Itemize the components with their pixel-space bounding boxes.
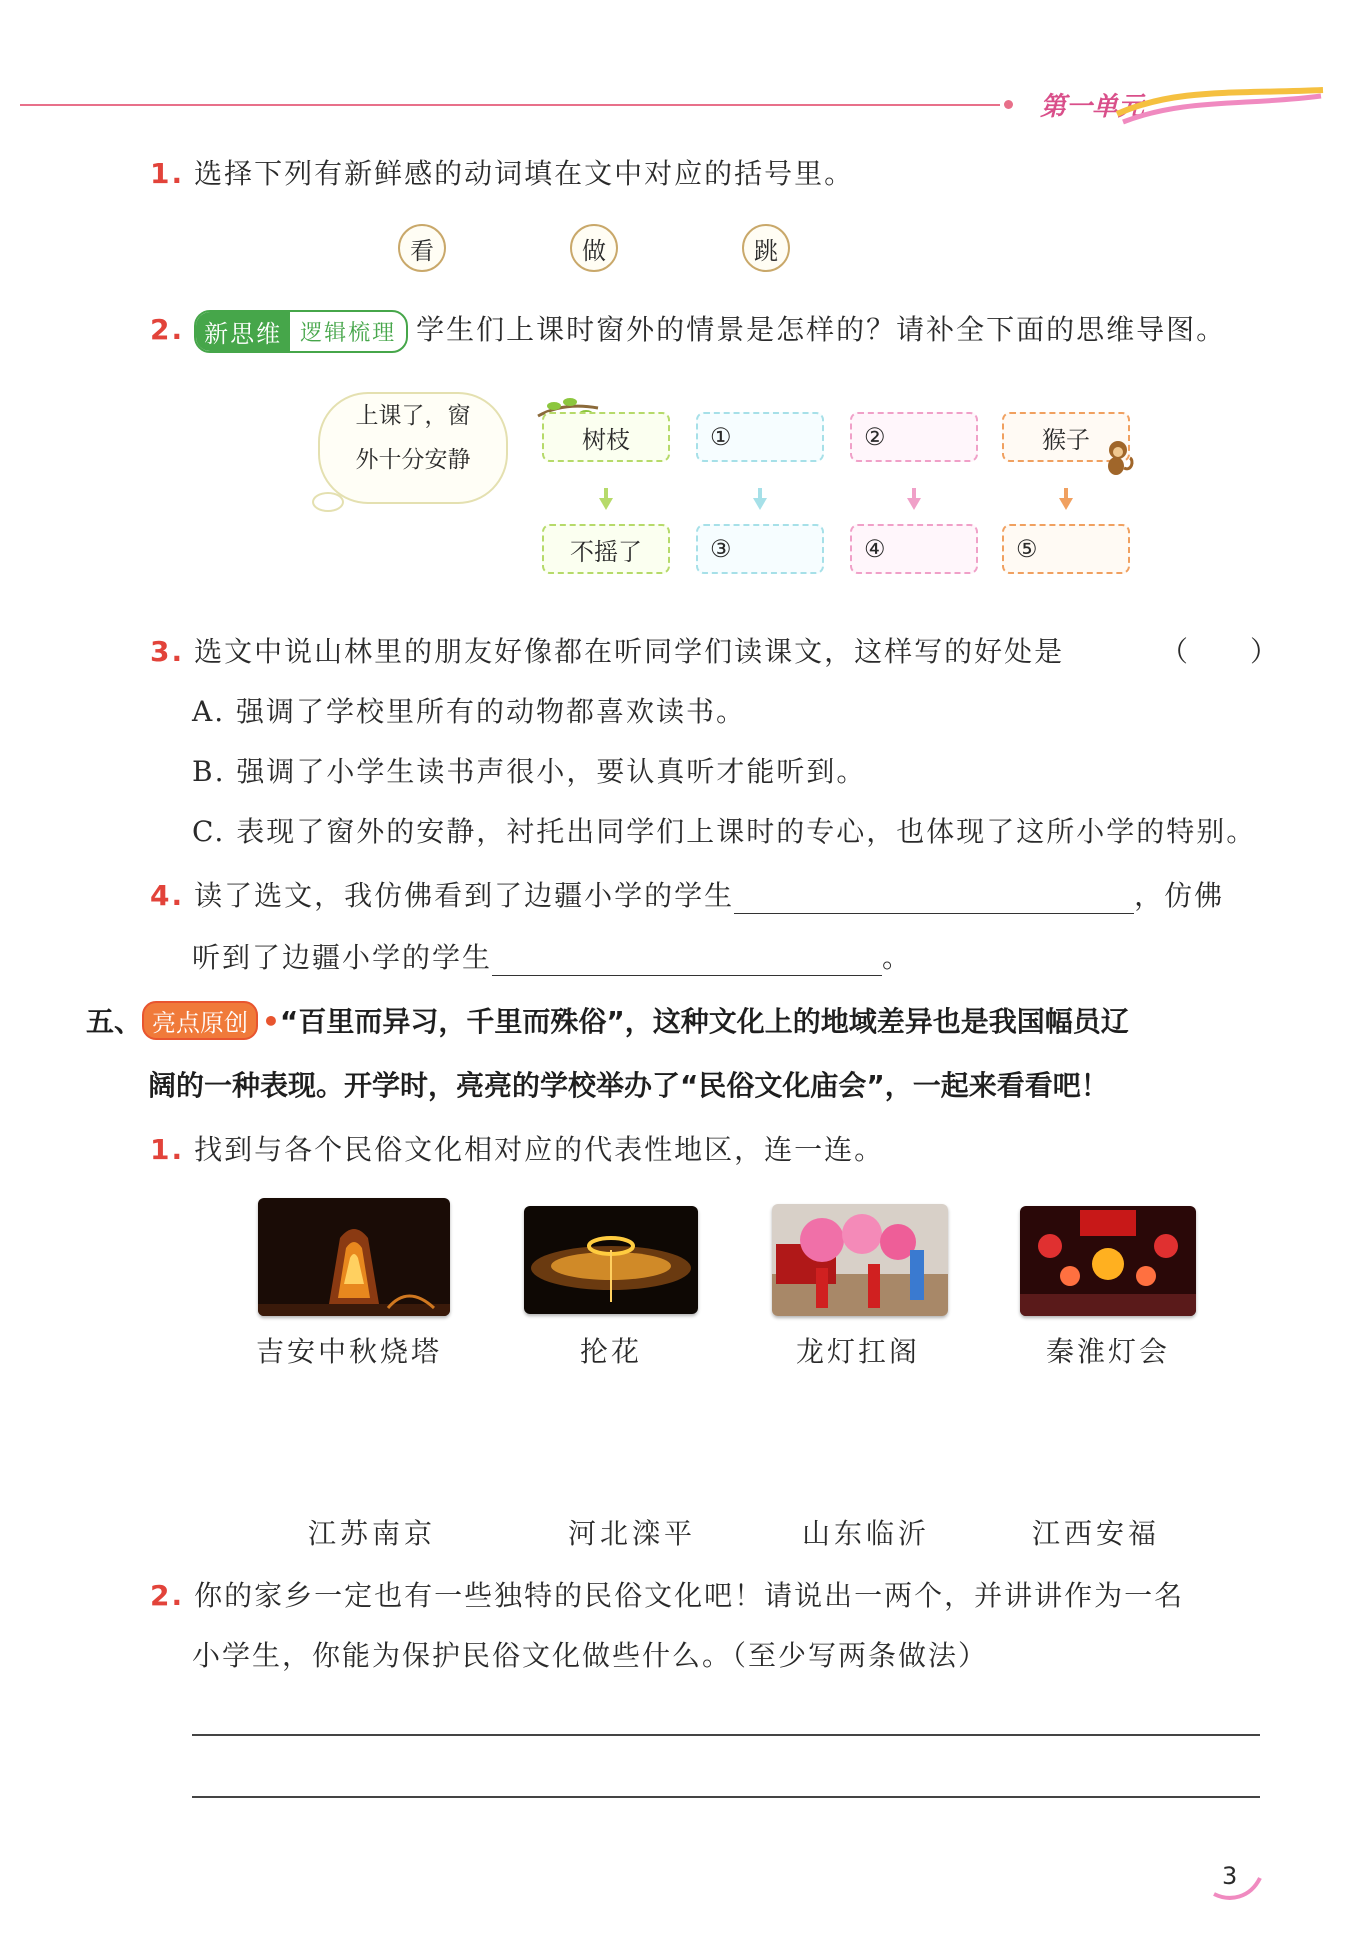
option-c[interactable]: C. 表现了窗外的安静，衬托出同学们上课时的专心，也体现了这所小学的特别。	[192, 815, 1257, 848]
mindmap-box-bottom-4[interactable]: ⑤	[1002, 524, 1130, 574]
down-arrow-icon	[599, 498, 613, 510]
photo-iron-flowers	[524, 1206, 698, 1314]
down-arrow-icon	[907, 498, 921, 510]
mindmap-box-bottom-2[interactable]: ③	[696, 524, 824, 574]
answer-line-2[interactable]	[192, 1796, 1260, 1798]
down-arrow-icon	[1059, 498, 1073, 510]
verb-option-kan: 看	[398, 224, 446, 272]
photo-dragon-lantern	[772, 1204, 948, 1316]
option-b[interactable]: B. 强调了小学生读书声很小，要认真听才能听到。	[192, 755, 867, 788]
photo-tower-burning	[258, 1198, 450, 1316]
option-a[interactable]: A. 强调了学校里所有的动物都喜欢读书。	[192, 695, 747, 728]
custom-label-4: 秦淮灯会	[1046, 1335, 1171, 1368]
page-number: 3	[1222, 1862, 1238, 1890]
photo-qinhuai-lanterns	[1020, 1206, 1196, 1316]
section-5-intro-line2: 阔的一种表现。开学时，亮亮的学校举办了“民俗文化庙会”，一起来看看吧！	[148, 1069, 1109, 1102]
section-5-question-2: 2. 你的家乡一定也有一些独特的民俗文化吧！请说出一两个，并讲讲作为一名	[150, 1579, 1185, 1612]
place-label-3: 山东临沂	[802, 1517, 931, 1550]
place-label-4: 江西安福	[1032, 1517, 1161, 1550]
monkey-icon	[1100, 438, 1136, 478]
mindmap-box-top-1: 树枝	[542, 412, 670, 462]
question-4-line2: 听到了边疆小学的学生 。	[192, 941, 913, 974]
mindmap-box-bottom-1: 不摇了	[542, 524, 670, 574]
down-arrow-icon	[753, 498, 767, 510]
mindmap-box-bottom-3[interactable]: ④	[850, 524, 978, 574]
verb-option-zuo: 做	[570, 224, 618, 272]
answer-blank-see[interactable]	[734, 881, 1134, 914]
verb-option-tiao: 跳	[742, 224, 790, 272]
highlight-original-tag: 亮点原创	[142, 1001, 258, 1040]
place-label-1: 江苏南京	[308, 1517, 437, 1550]
question-1: 1. 选择下列有新鲜感的动词填在文中对应的括号里。	[150, 157, 855, 190]
place-label-2: 河北滦平	[568, 1517, 697, 1550]
question-4: 4. 读了选文，我仿佛看到了边疆小学的学生 ，仿佛	[150, 879, 1225, 912]
unit-title: 第一单元	[1040, 92, 1145, 122]
custom-label-1: 吉安中秋烧塔	[256, 1335, 443, 1368]
header-rule	[20, 104, 1000, 106]
section-5-heading: 五、 亮点原创 •“百里而异习，千里而殊俗”，这种文化上的地域差异也是我国幅员辽	[86, 1000, 1129, 1040]
custom-label-2: 抡花	[580, 1335, 643, 1368]
new-thinking-tag: 新思维 逻辑梳理	[194, 310, 408, 353]
header-swoosh-icon	[1115, 84, 1325, 128]
cloud-tail	[312, 492, 344, 512]
section-5-question-1: 1. 找到与各个民俗文化相对应的代表性地区，连一连。	[150, 1133, 885, 1166]
mindmap-box-top-4: 猴子	[1002, 412, 1130, 462]
mindmap-cloud: 上课了，窗 外十分安静	[318, 392, 508, 504]
question-3: 3. 选文中说山林里的朋友好像都在听同学们读课文，这样写的好处是	[150, 635, 1065, 668]
question-2: 2. 新思维 逻辑梳理 学生们上课时窗外的情景是怎样的？请补全下面的思维导图。	[150, 308, 1226, 353]
answer-line-1[interactable]	[192, 1734, 1260, 1736]
answer-paren[interactable]: （ ）	[1160, 635, 1281, 668]
custom-label-3: 龙灯扛阁	[796, 1335, 921, 1368]
mindmap-box-top-2: ①	[696, 412, 824, 462]
answer-blank-hear[interactable]	[492, 943, 882, 976]
header-dot	[1004, 100, 1013, 109]
section-5-question-2-line2: 小学生，你能为保护民俗文化做些什么。（至少写两条做法）	[192, 1639, 989, 1672]
mindmap-box-top-3: ②	[850, 412, 978, 462]
